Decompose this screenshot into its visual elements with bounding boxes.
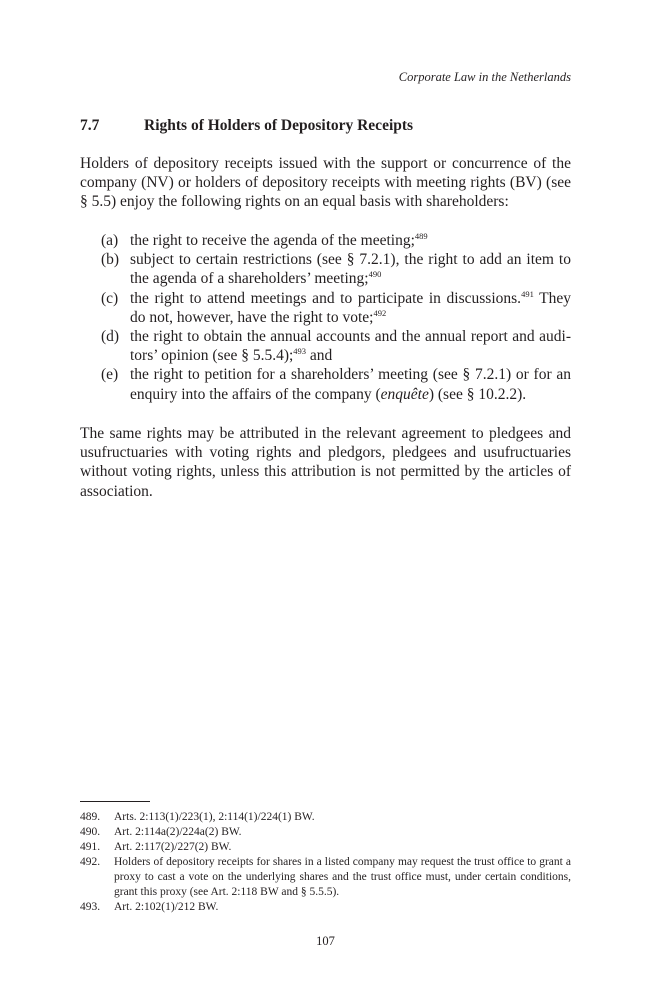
footnote (80, 825, 571, 840)
footnote-text: Art. 2:102(1)/212 BW. (114, 901, 219, 913)
list-item-text: the right to receive the agenda of the meeting; (130, 232, 415, 249)
rights-list (80, 231, 571, 404)
intro-paragraph: Holders of depository receipts issued with the support or concurrence of the company (NV) or holders of depository receipts with meeting rights (BV) (see § 5.5) enjoy the following rights on an equal basis with shareholders: (80, 155, 571, 211)
footnote (80, 855, 571, 900)
footnote-text: Art. 2:114a(2)/224a(2) BW. (114, 826, 242, 838)
list-item (80, 327, 571, 365)
list-item-text-continued: and (306, 347, 333, 365)
footnote-number: 493. (80, 901, 101, 913)
list-item-label: (c) (101, 289, 119, 307)
section-title: Rights of Holders of Depository Receipts (144, 117, 414, 134)
page-number: 107 (316, 934, 335, 948)
list-item-text: the right to attend meetings and to participate in discussions. (130, 289, 522, 307)
book-page (80, 0, 571, 1006)
footnote-text: Art. 2:117(2)/227(2) BW. (114, 841, 232, 853)
italic-term: enquête (380, 385, 429, 403)
footnote-ref[interactable]: 490 (368, 269, 382, 280)
running-head: Corporate Law in the Netherlands (398, 70, 571, 84)
footnote-ref[interactable]: 489 (414, 231, 428, 241)
list-item-text-continued: ) (see § 10.2.2). (428, 385, 527, 403)
footnote-number: 490. (80, 826, 101, 838)
closing-paragraph: The same rights may be attributed in the relevant agreement to pledgees and usufructuaries with voting rights and pledgors, pledgees and usufructuaries without voting rights, unless this attribution is not permitted by the articles of association. (80, 425, 571, 500)
list-item-text: the right to petition for a shareholders’ meeting (see § 7.2.1) or for an enquiry into the affairs of the company ( (130, 366, 571, 403)
footnote (80, 810, 571, 825)
footnotes (80, 810, 571, 915)
footnote (80, 840, 571, 855)
section-heading (80, 117, 413, 135)
footnote-ref[interactable]: 493 (293, 346, 307, 357)
footnote-text: Holders of depository receipts for shares in a listed company may request the trust office to grant a proxy to cast a vote on the underlying shares and the trust office must, under certain conditions, grant this proxy (see Art. 2:118 BW and § 5.5.5). (114, 856, 571, 898)
footnote-divider (80, 801, 150, 802)
footnote-number: 489. (80, 811, 101, 823)
section-number: 7.7 (80, 117, 100, 134)
list-item-text: the right to obtain the annual accounts and the annual report and audi-tors’ opinion (see § 5.5.4); (130, 328, 571, 365)
list-item-label: (d) (101, 328, 120, 346)
list-item-label: (e) (101, 366, 119, 384)
list-item-text-continued: They do not, however, have the right to vote; (130, 289, 571, 326)
footnote-ref[interactable]: 491 (521, 288, 534, 299)
footnote-ref[interactable]: 492 (373, 307, 387, 318)
footnote-number: 491. (80, 841, 101, 853)
list-item (80, 250, 571, 288)
list-item-text: subject to certain restrictions (see § 7.2.1), the right to add an item to the agenda of a shareholders’ meeting; (130, 251, 571, 288)
footnote-number: 492. (80, 856, 101, 868)
list-item-label: (a) (101, 232, 119, 249)
list-item (80, 365, 571, 403)
list-item-label: (b) (101, 251, 120, 269)
list-item (80, 289, 571, 327)
footnote-text: Arts. 2:113(1)/223(1), 2:114(1)/224(1) BW. (114, 811, 315, 823)
footnote (80, 900, 571, 915)
list-item (80, 231, 571, 250)
